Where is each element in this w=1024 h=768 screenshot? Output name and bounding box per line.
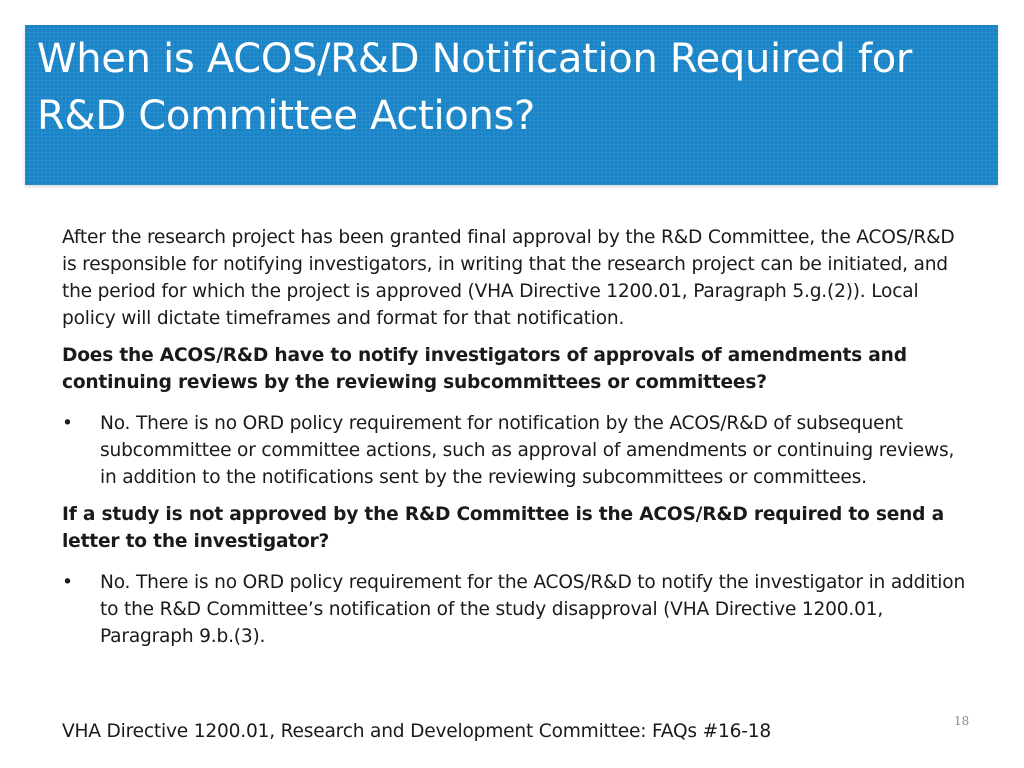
answer-1 bbox=[62, 410, 967, 491]
slide-title: When is ACOS/R&D Notification Required for R&D Committee Actions? bbox=[37, 36, 913, 139]
answer-1-text: No. There is no ORD policy requirement for notification by the ACOS/R&D of subsequent subcommittee or committee actions, such as approval of amendments or continuing reviews, in addition to the notifications sent by the reviewing subcommittees or committees. bbox=[100, 413, 955, 488]
slide-body bbox=[62, 224, 967, 660]
question-1: Does the ACOS/R&D have to notify investigators of approvals of amendments and continuing reviews by the reviewing subcommittees or committees? bbox=[62, 345, 907, 393]
bullet-marker: • bbox=[62, 572, 73, 593]
intro-paragraph: After the research project has been granted final approval by the R&D Committee, the ACOS/R&D is responsible for notifying investigators, in writing that the research project can be initiated, and the period for which the project is approved (VHA Directive 1200.01, Paragraph 5.g.(2)). Local policy will dictate timeframes and format for that notification. bbox=[62, 227, 955, 329]
answer-2-text: No. There is no ORD policy requirement for the ACOS/R&D to notify the investigator in addition to the R&D Committee’s notification of the study disapproval (VHA Directive 1200.01, Paragraph 9.b.(3). bbox=[100, 572, 966, 647]
bullet-marker: • bbox=[62, 413, 73, 434]
page-number: 18 bbox=[954, 714, 970, 728]
answer-2 bbox=[62, 569, 967, 650]
question-2: If a study is not approved by the R&D Committee is the ACOS/R&D required to send a letter to the investigator? bbox=[62, 504, 944, 552]
footer-reference: VHA Directive 1200.01, Research and Development Committee: FAQs #16-18 bbox=[62, 721, 772, 742]
